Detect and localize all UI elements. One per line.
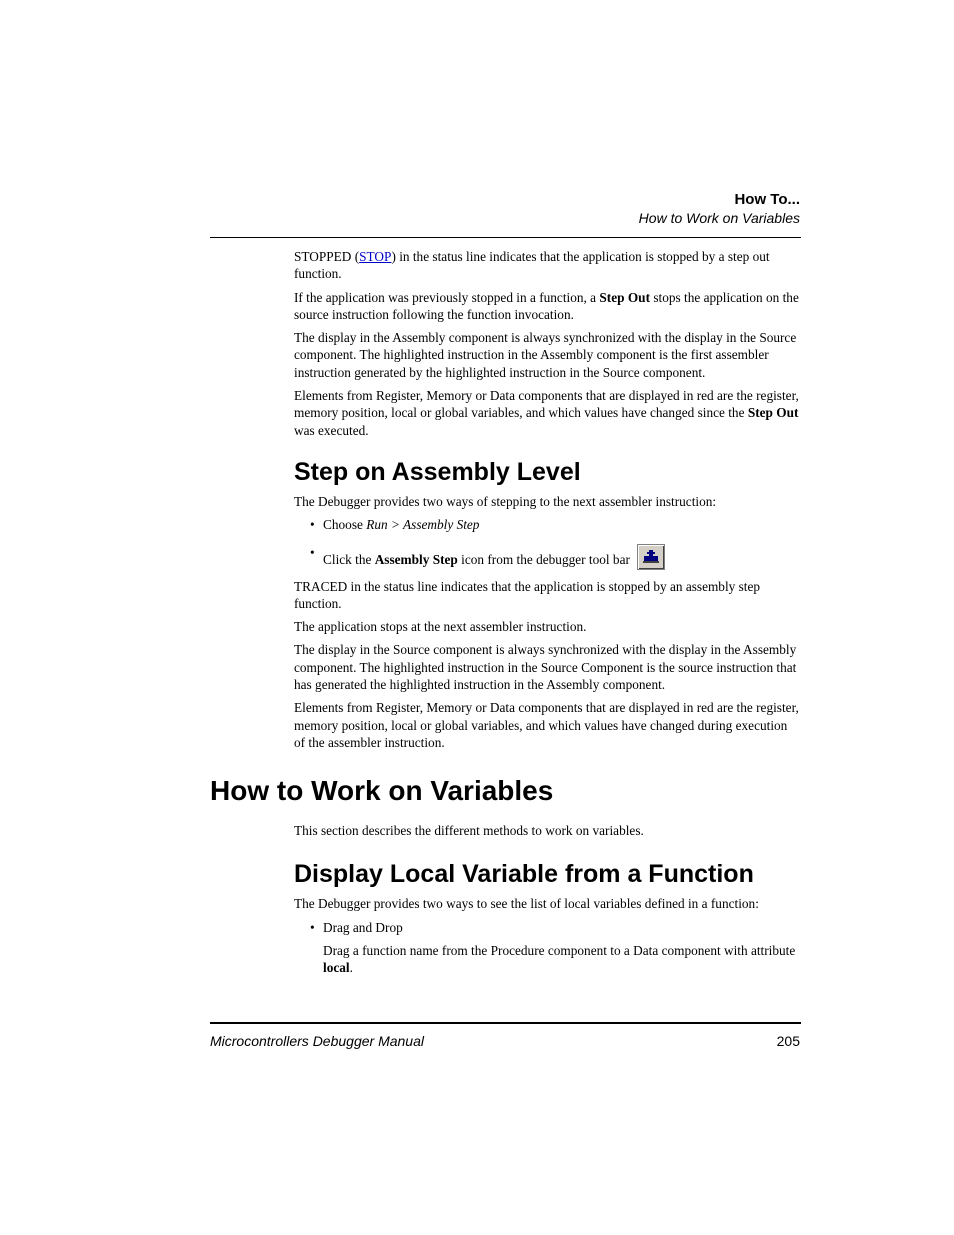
list-item xyxy=(294,919,800,936)
stop-link[interactable]: STOP xyxy=(359,249,392,264)
bullet-glyph: • xyxy=(310,919,315,935)
running-header-title: How To... xyxy=(734,191,800,208)
bullet-glyph: • xyxy=(310,517,315,533)
paragraph-variables-intro: This section describes the different methods to work on variables. xyxy=(294,823,644,838)
main-content xyxy=(294,248,800,757)
paragraph-stopped xyxy=(294,248,800,283)
text-fragment: was executed. xyxy=(294,422,369,438)
paragraph-assembly-sync: The display in the Assembly component is always synchronized with the display in the Source component. The highlighted instruction in the Assembly component is the first assembler instruction generated by the highlighted instruction in the Source component. xyxy=(294,330,797,380)
paragraph-stops-next: The application stops at the next assembler instruction. xyxy=(294,619,587,635)
text-fragment: Choose xyxy=(323,517,367,533)
text-fragment: stops the application on the source instruction following the function invocation. xyxy=(294,289,799,322)
page-number: 205 xyxy=(776,1033,800,1049)
bold-term: Assembly Step xyxy=(374,551,458,567)
text-fragment: ) in the status line indicates that the application is stopped by a step out function. xyxy=(294,249,770,282)
text-fragment: If the application was previously stopped in a function, a xyxy=(294,289,600,305)
heading-how-to-work-on-variables: How to Work on Variables xyxy=(210,775,554,806)
paragraph-step-out xyxy=(294,289,800,324)
heading-step-on-assembly-level: Step on Assembly Level xyxy=(294,457,581,486)
bold-term: local xyxy=(323,960,350,976)
list-item-label: Drag and Drop xyxy=(323,919,403,935)
list-item xyxy=(294,544,800,570)
header-divider xyxy=(210,237,801,238)
assembly-step-icon xyxy=(637,544,665,570)
paragraph-elements-red xyxy=(294,387,800,439)
footer-manual-title: Microcontrollers Debugger Manual xyxy=(210,1033,424,1049)
local-variable-methods-list xyxy=(294,919,800,936)
bold-term: Step Out xyxy=(599,289,651,305)
menu-path: Run > Assembly Step xyxy=(366,517,480,533)
paragraph-drag-drop-detail xyxy=(323,942,800,977)
variables-content xyxy=(294,822,800,982)
list-item xyxy=(294,516,800,533)
paragraph-assembly-intro: The Debugger provides two ways of stepping to the next assembler instruction: xyxy=(294,493,717,509)
text-fragment: STOPPED ( xyxy=(294,249,360,264)
text-fragment: Click the xyxy=(323,551,375,567)
text-fragment: Elements from Register, Memory or Data components that are displayed in red are the register, memory position, local or global variables, and which values have changed since the xyxy=(294,388,799,421)
bullet-glyph: • xyxy=(310,544,315,560)
text-fragment: icon from the debugger tool bar xyxy=(457,551,630,567)
bold-term: Step Out xyxy=(747,405,799,421)
paragraph-local-intro: The Debugger provides two ways to see the list of local variables defined in a function: xyxy=(294,896,759,912)
text-fragment: Drag a function name from the Procedure component to a Data component with attribute xyxy=(323,942,796,958)
paragraph-traced: TRACED in the status line indicates that the application is stopped by an assembly step function. xyxy=(294,578,761,611)
paragraph-elements-red-assembly: Elements from Register, Memory or Data components that are displayed in red are the register, memory position, local or global variables, and which values have changed during execution of the assembler instruction. xyxy=(294,700,799,750)
text-fragment: . xyxy=(349,960,353,976)
assembly-step-methods-list xyxy=(294,516,800,569)
paragraph-source-sync: The display in the Source component is always synchronized with the display in the Assembly component. The highlighted instruction in the Source Component is the source instruction that has generated the highlighted instruction in the Assembly component. xyxy=(294,642,797,693)
heading-display-local-variable: Display Local Variable from a Function xyxy=(294,860,754,889)
footer-divider xyxy=(210,1022,801,1024)
running-header-subtitle: How to Work on Variables xyxy=(638,210,800,226)
